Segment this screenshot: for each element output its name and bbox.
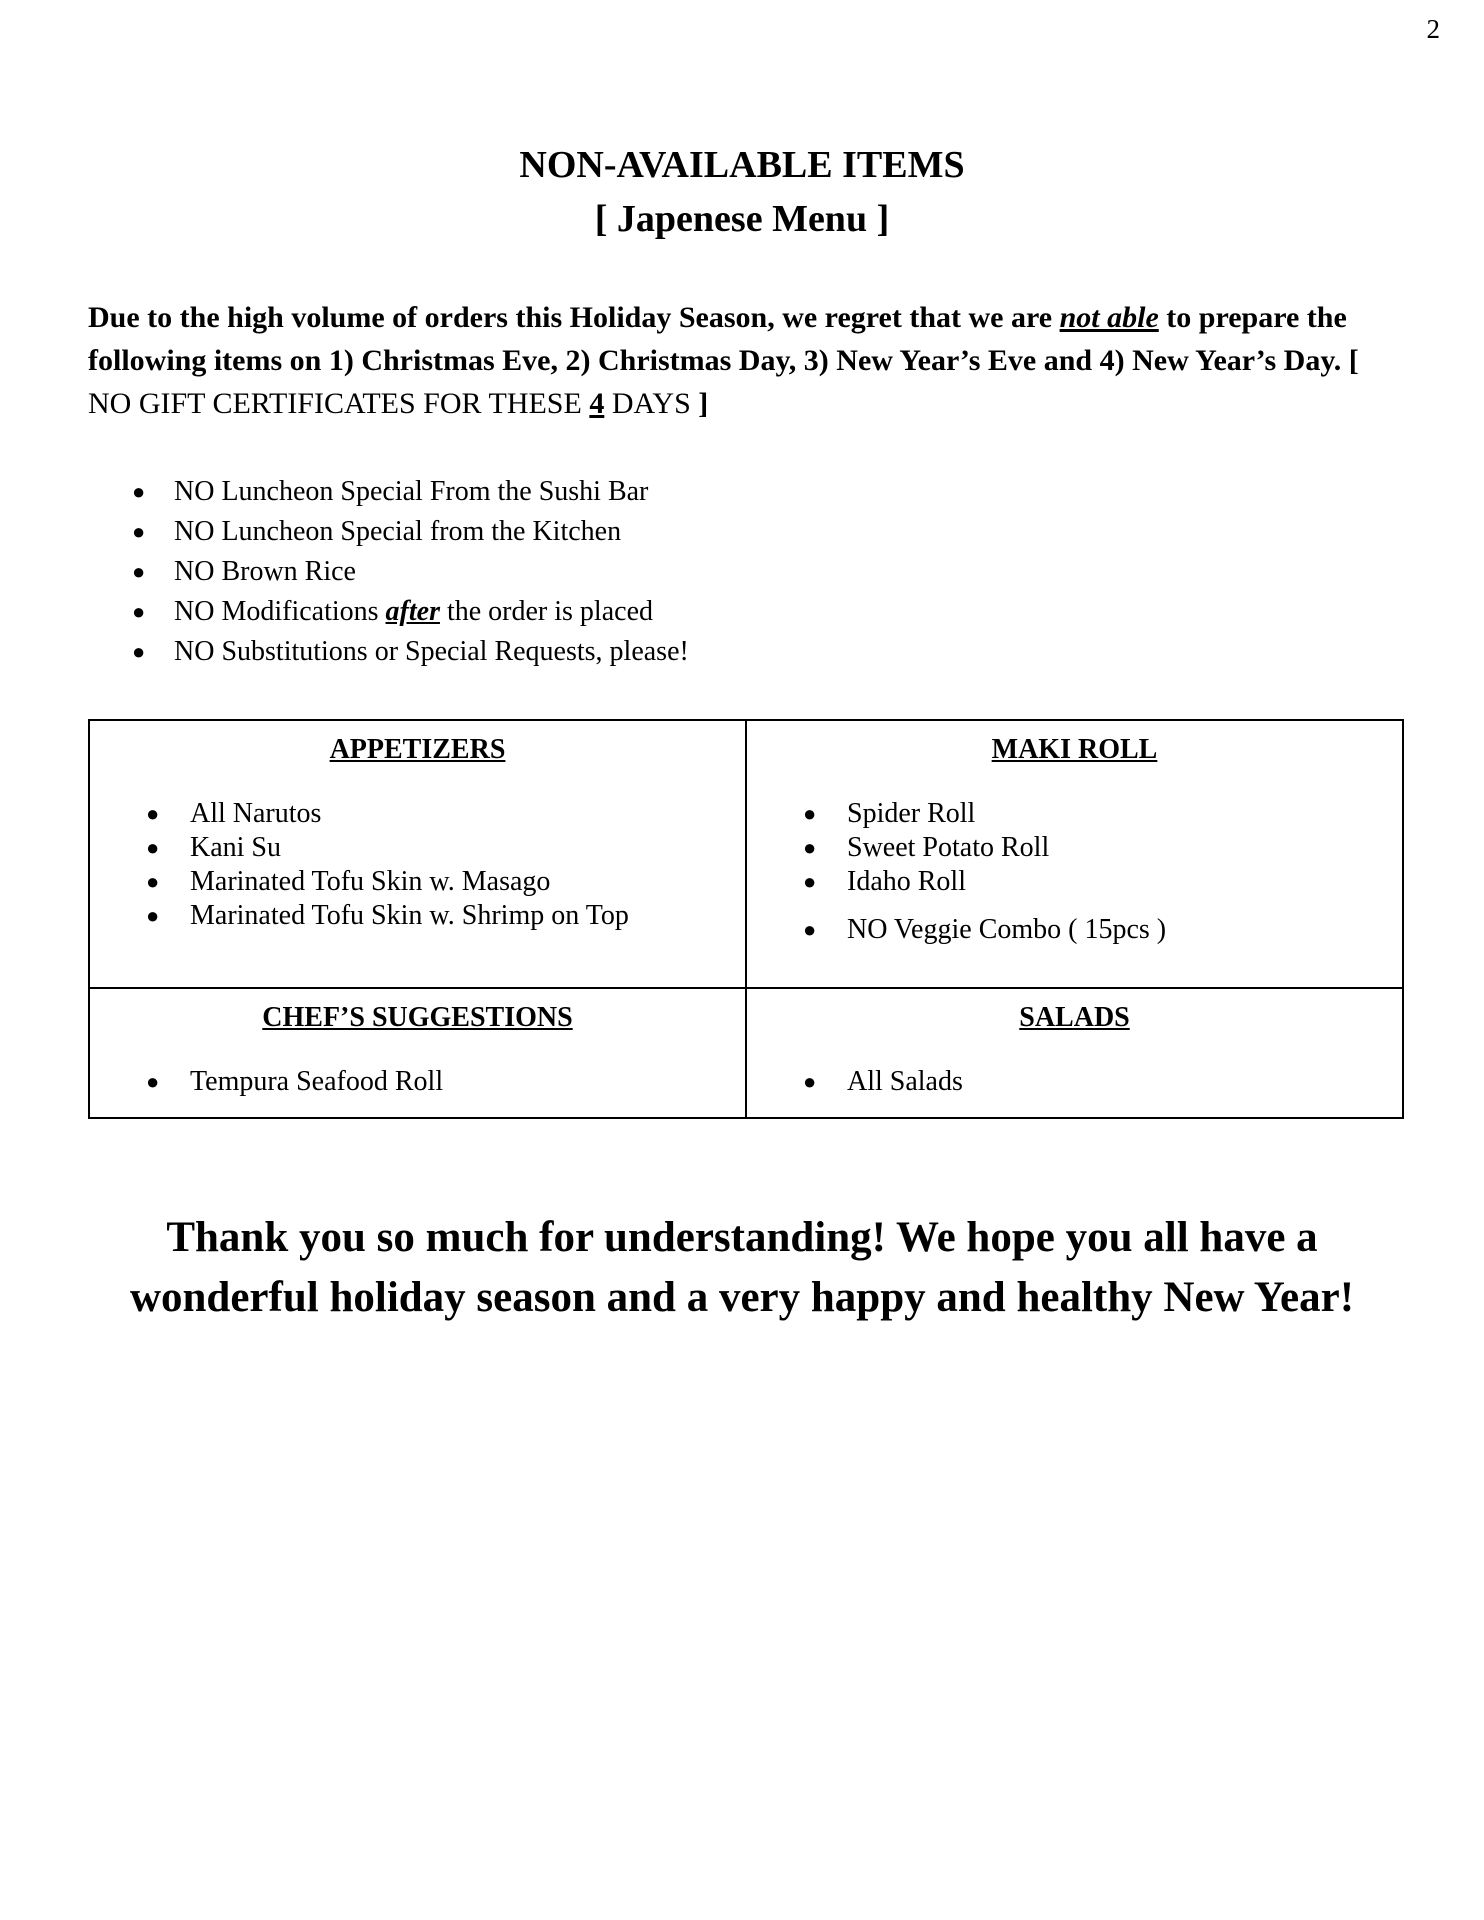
notice-number: 4 bbox=[589, 387, 605, 420]
bullet-icon: ● bbox=[146, 869, 160, 894]
list-item bbox=[132, 552, 689, 592]
title-block bbox=[0, 138, 1484, 246]
list-item bbox=[803, 831, 1402, 865]
list-item-text: NO Substitutions or Special Requests, please! bbox=[174, 636, 689, 667]
bullet-icon: ● bbox=[132, 599, 146, 624]
list-item bbox=[803, 913, 1402, 947]
intro-text-1: Due to the high volume of orders this Holiday Season, we regret that we are bbox=[88, 301, 1060, 334]
notice-text-a: NO GIFT CERTIFICATES FOR THESE bbox=[88, 387, 590, 420]
list-item-text: Sweet Potato Roll bbox=[847, 832, 1050, 863]
list-item bbox=[132, 472, 689, 512]
appetizers-list bbox=[90, 797, 745, 933]
chefs-suggestions-heading: CHEF’S SUGGESTIONS bbox=[262, 1002, 573, 1033]
intro-emphasis: not able bbox=[1059, 301, 1159, 334]
list-item bbox=[132, 592, 689, 632]
bullet-icon: ● bbox=[132, 559, 146, 584]
list-item-text: All Narutos bbox=[190, 798, 322, 829]
intro-paragraph bbox=[88, 296, 1408, 425]
salads-list bbox=[747, 1065, 1402, 1099]
closing-message bbox=[0, 1208, 1484, 1328]
table-row bbox=[89, 988, 1403, 1118]
list-item bbox=[146, 797, 745, 831]
bullet-icon: ● bbox=[146, 801, 160, 826]
list-item-text: Idaho Roll bbox=[847, 866, 966, 897]
bracket-close: ] bbox=[698, 387, 709, 420]
bullet-icon: ● bbox=[132, 519, 146, 544]
appetizers-cell bbox=[89, 720, 746, 988]
bullet-icon: ● bbox=[146, 903, 160, 928]
list-item-text: Tempura Seafood Roll bbox=[190, 1066, 444, 1097]
list-item-text: Spider Roll bbox=[847, 798, 976, 829]
list-item-text: Marinated Tofu Skin w. Masago bbox=[190, 866, 551, 897]
maki-roll-extra-list bbox=[747, 913, 1402, 959]
maki-roll-heading: MAKI ROLL bbox=[991, 734, 1158, 765]
list-item-text: NO Luncheon Special From the Sushi Bar bbox=[174, 476, 649, 507]
chefs-suggestions-list bbox=[90, 1065, 745, 1099]
restrictions-list bbox=[132, 472, 689, 672]
page-title: NON-AVAILABLE ITEMS bbox=[519, 144, 965, 186]
bullet-icon: ● bbox=[146, 835, 160, 860]
table-row bbox=[89, 720, 1403, 988]
bullet-icon: ● bbox=[803, 835, 817, 860]
list-item bbox=[803, 797, 1402, 831]
list-item-text: Kani Su bbox=[190, 832, 281, 863]
list-item-text: All Salads bbox=[847, 1066, 963, 1097]
closing-line-1: Thank you so much for understanding! We hope you all have a bbox=[166, 1214, 1318, 1261]
appetizers-heading: APPETIZERS bbox=[329, 734, 506, 765]
list-item-emphasis: after bbox=[385, 596, 440, 627]
intro-text-2: to prepare the following items on 1) Christmas Eve, 2) Christmas Day, 3) New Year’s Eve and 4) New Year’s Day. bbox=[88, 301, 1349, 377]
notice-text-b: DAYS bbox=[604, 387, 699, 420]
bullet-icon: ● bbox=[146, 1069, 160, 1094]
bracket-open: [ bbox=[1348, 344, 1359, 377]
page-subtitle: [ Japenese Menu ] bbox=[594, 198, 890, 240]
list-item bbox=[132, 512, 689, 552]
bullet-icon: ● bbox=[132, 639, 146, 664]
list-item bbox=[146, 865, 745, 899]
list-item bbox=[146, 899, 745, 933]
bullet-icon: ● bbox=[803, 917, 817, 942]
list-item bbox=[803, 1065, 1402, 1099]
closing-line-2: wonderful holiday season and a very happy and healthy New Year! bbox=[129, 1274, 1355, 1321]
bullet-icon: ● bbox=[803, 1069, 817, 1094]
chefs-suggestions-cell bbox=[89, 988, 746, 1118]
maki-roll-cell bbox=[746, 720, 1403, 988]
maki-roll-list bbox=[747, 797, 1402, 899]
list-item-text: the order is placed bbox=[439, 596, 653, 627]
menu-table bbox=[88, 719, 1404, 1119]
list-item bbox=[146, 831, 745, 865]
list-item bbox=[132, 632, 689, 672]
list-item-text: NO Brown Rice bbox=[174, 556, 356, 587]
bullet-icon: ● bbox=[132, 479, 146, 504]
bullet-icon: ● bbox=[803, 801, 817, 826]
list-item-text: NO Luncheon Special from the Kitchen bbox=[174, 516, 622, 547]
list-item bbox=[146, 1065, 745, 1099]
page-number: 2 bbox=[1426, 14, 1440, 44]
list-item bbox=[803, 865, 1402, 899]
bullet-icon: ● bbox=[803, 869, 817, 894]
salads-cell bbox=[746, 988, 1403, 1118]
list-item-text: NO Veggie Combo ( 15pcs ) bbox=[847, 914, 1167, 945]
salads-heading: SALADS bbox=[1019, 1002, 1130, 1033]
list-item-text: Marinated Tofu Skin w. Shrimp on Top bbox=[190, 900, 629, 931]
list-item-text: NO Modifications bbox=[174, 596, 386, 627]
